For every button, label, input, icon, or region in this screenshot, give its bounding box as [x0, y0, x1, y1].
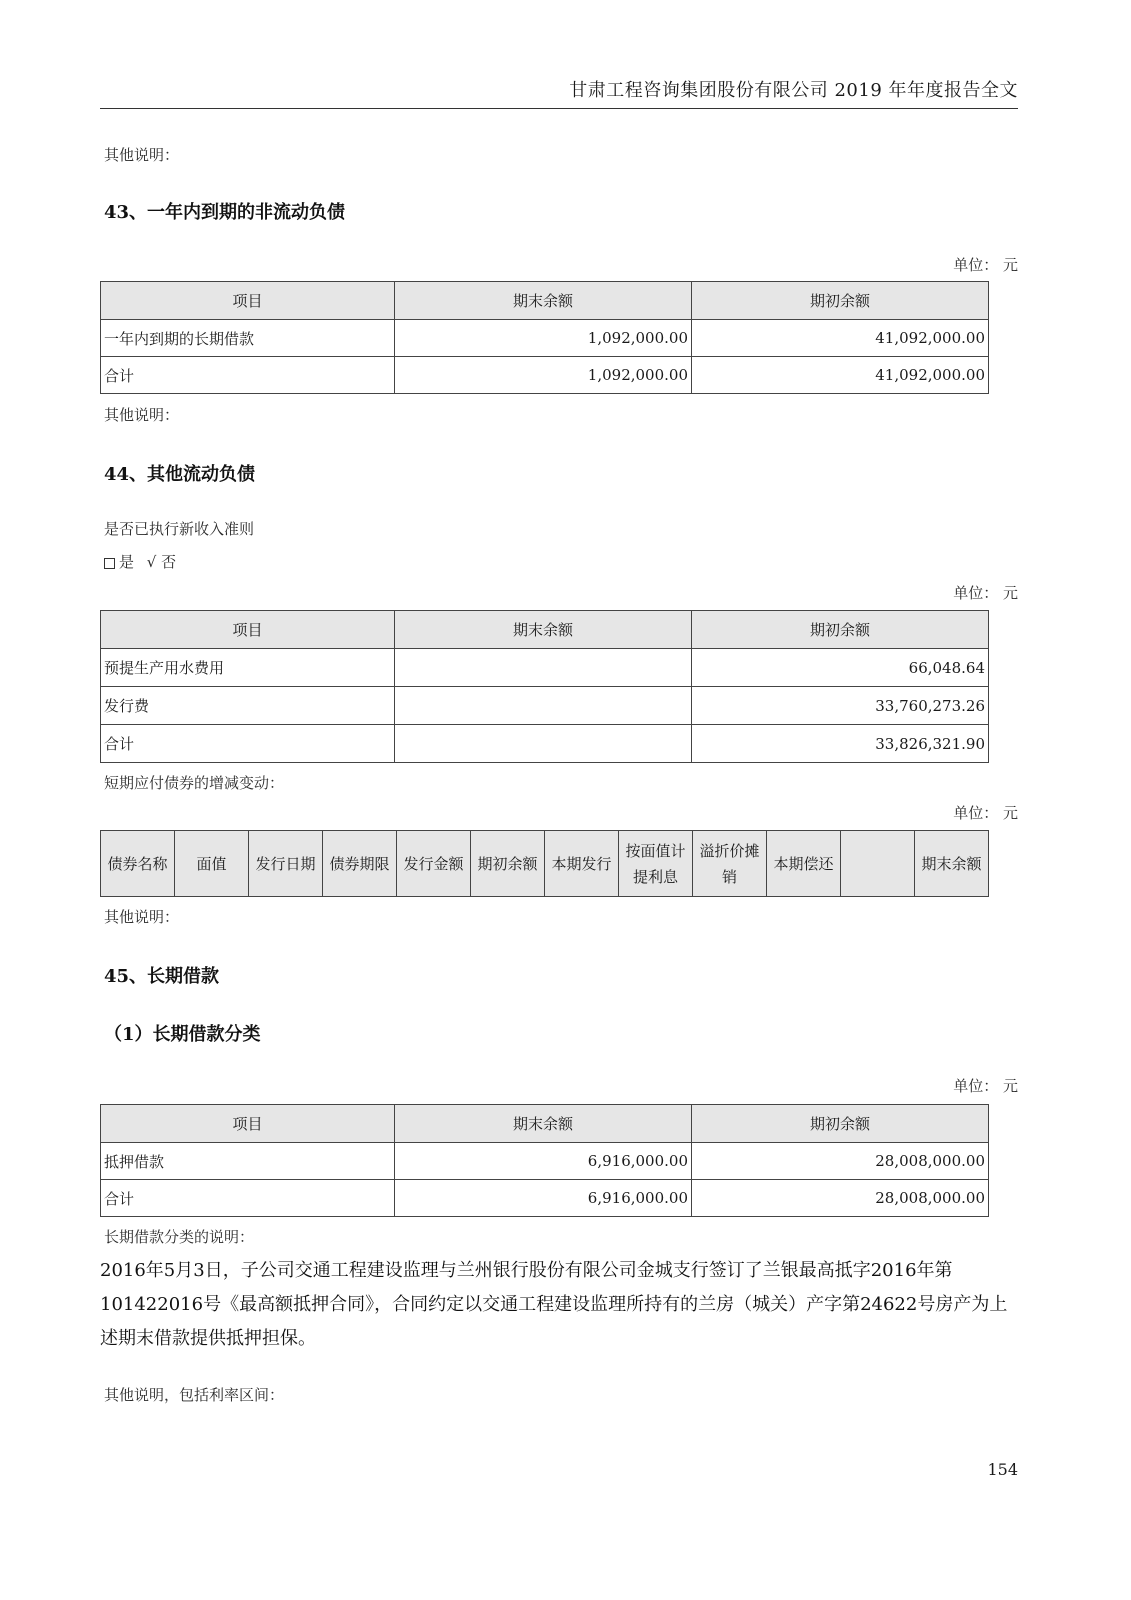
cell-value: 41,092,000.00	[692, 357, 989, 394]
section-43-heading: 43、一年内到期的非流动负债	[104, 202, 346, 223]
row-label: 一年内到期的长期借款	[101, 320, 395, 357]
col-header: 期初余额	[471, 831, 545, 897]
col-header: 发行金额	[397, 831, 471, 897]
cell-value: 66,048.64	[692, 649, 989, 687]
col-header: 项目	[101, 611, 395, 649]
option-yes: 是	[119, 553, 135, 571]
col-header: 面值	[175, 831, 249, 897]
col-header: 项目	[101, 282, 395, 320]
cell-value: 6,916,000.00	[395, 1143, 692, 1180]
table-row	[101, 1143, 989, 1180]
section-45-subheading: （1）长期借款分类	[104, 1024, 261, 1045]
table-row	[101, 320, 989, 357]
cell-value	[395, 725, 692, 763]
section-44-note: 其他说明：	[104, 908, 180, 926]
row-label: 合计	[101, 725, 395, 763]
section-44-unit: 单位： 元	[953, 584, 1018, 602]
checkbox-icon	[104, 558, 115, 569]
table-row	[101, 687, 989, 725]
long-term-loan-explain-title: 长期借款分类的说明：	[104, 1228, 255, 1246]
section-43-unit: 单位： 元	[953, 256, 1018, 274]
cell-value: 1,092,000.00	[395, 357, 692, 394]
check-mark-icon: √	[146, 553, 157, 571]
cell-value	[395, 649, 692, 687]
bond-table	[100, 830, 989, 897]
col-header: 债券名称	[101, 831, 175, 897]
page-number: 154	[987, 1460, 1018, 1479]
cell-value	[395, 687, 692, 725]
row-label: 合计	[101, 357, 395, 394]
long-term-loan-explain-text: 2016年5月3日，子公司交通工程建设监理与兰州银行股份有限公司金城支行签订了兰银最高抵字2016年第101422016号《最高额抵押合同》，合同约定以交通工程建设监理所持有的兰房（城关）产字第24622号房产为上述期末借款提供抵押担保。	[100, 1260, 1008, 1349]
section-45-heading: 45、长期借款	[104, 966, 220, 987]
cell-value: 6,916,000.00	[395, 1180, 692, 1217]
table-row	[101, 357, 989, 394]
col-header: 期初余额	[692, 282, 989, 320]
col-header: 溢折价摊销	[693, 831, 767, 897]
col-header: 期初余额	[692, 611, 989, 649]
col-header	[841, 831, 915, 897]
col-header: 发行日期	[249, 831, 323, 897]
table-row	[101, 1180, 989, 1217]
col-header: 期末余额	[915, 831, 989, 897]
cell-value: 28,008,000.00	[692, 1180, 989, 1217]
row-label: 抵押借款	[101, 1143, 395, 1180]
bond-table-unit: 单位： 元	[953, 804, 1018, 822]
col-header: 期末余额	[395, 1105, 692, 1143]
top-note: 其他说明：	[104, 146, 180, 164]
col-header: 本期偿还	[767, 831, 841, 897]
row-label: 预提生产用水费用	[101, 649, 395, 687]
col-header: 债券期限	[323, 831, 397, 897]
option-no: 否	[161, 553, 177, 571]
revenue-standard-question: 是否已执行新收入准则	[104, 520, 255, 538]
table-43	[100, 281, 989, 394]
col-header: 期初余额	[692, 1105, 989, 1143]
section-44-heading: 44、其他流动负债	[104, 464, 256, 485]
table-45	[100, 1104, 989, 1217]
col-header: 按面值计提利息	[619, 831, 693, 897]
cell-value: 33,760,273.26	[692, 687, 989, 725]
col-header: 项目	[101, 1105, 395, 1143]
cell-value: 33,826,321.90	[692, 725, 989, 763]
col-header: 本期发行	[545, 831, 619, 897]
section-43-note: 其他说明：	[104, 406, 180, 424]
revenue-standard-options	[104, 551, 176, 572]
row-label: 合计	[101, 1180, 395, 1217]
col-header: 期末余额	[395, 282, 692, 320]
row-label: 发行费	[101, 687, 395, 725]
other-note-interest: 其他说明，包括利率区间：	[104, 1386, 285, 1404]
bond-table-title: 短期应付债券的增减变动：	[104, 774, 285, 792]
table-row	[101, 649, 989, 687]
col-header: 期末余额	[395, 611, 692, 649]
section-45-unit: 单位： 元	[953, 1077, 1018, 1095]
table-row	[101, 725, 989, 763]
table-44	[100, 610, 989, 763]
page-header: 甘肃工程咨询集团股份有限公司 2019 年年度报告全文	[100, 76, 1018, 109]
cell-value: 1,092,000.00	[395, 320, 692, 357]
cell-value: 41,092,000.00	[692, 320, 989, 357]
cell-value: 28,008,000.00	[692, 1143, 989, 1180]
